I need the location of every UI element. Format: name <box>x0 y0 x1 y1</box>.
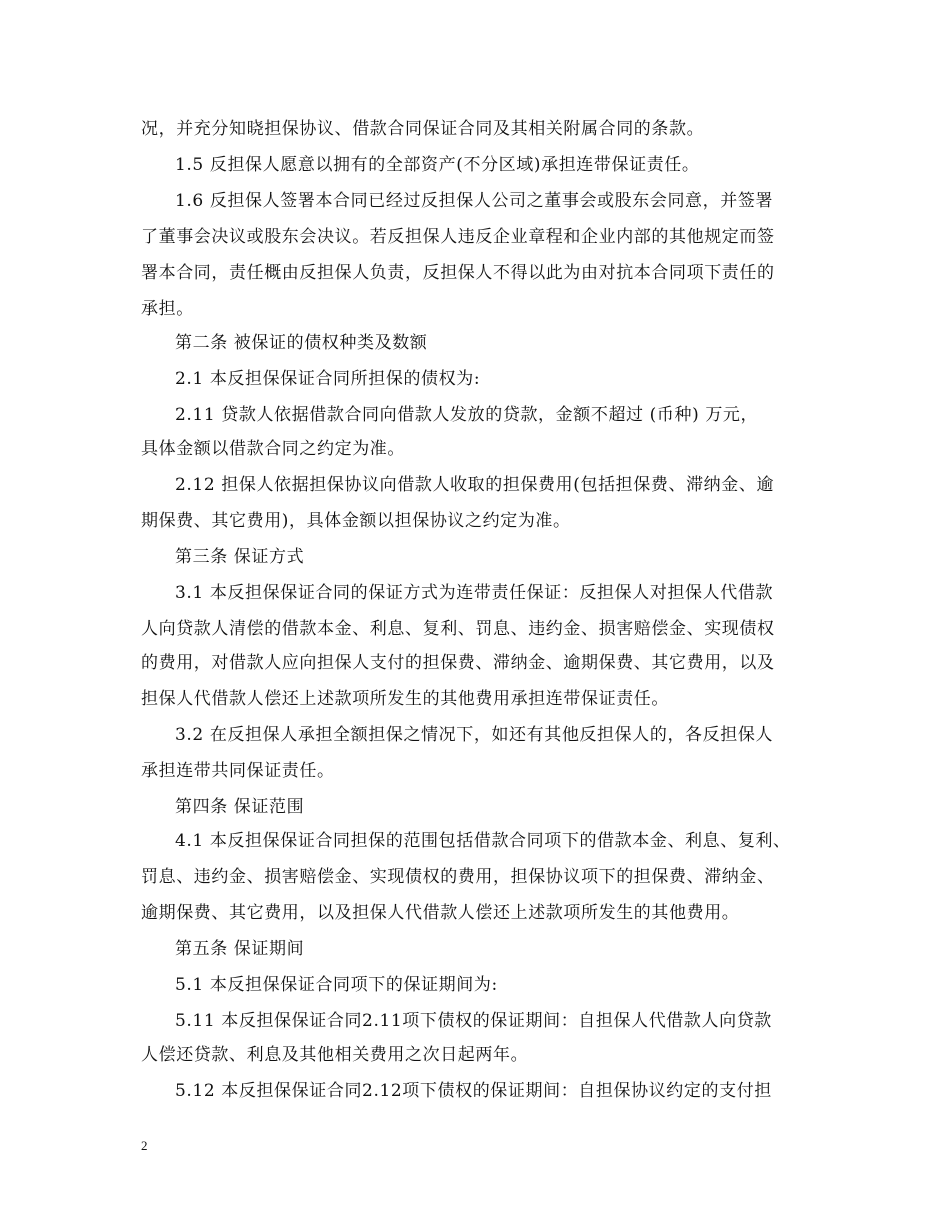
section-heading: 第五条 保证期间 <box>175 939 305 959</box>
paragraph-line: 承担。 <box>141 299 194 319</box>
paragraph-line: 承担连带共同保证责任。 <box>141 761 335 781</box>
paragraph-line: 2.12 担保人依据担保协议向借款人收取的担保费用(包括担保费、滞纳金、逾 <box>175 475 775 495</box>
paragraph-line: 5.11 本反担保保证合同2.11项下债权的保证期间：自担保人代借款人向贷款 <box>175 1011 772 1031</box>
paragraph-line: 1.5 反担保人愿意以拥有的全部资产(不分区域)承担连带保证责任。 <box>175 155 700 175</box>
paragraph-line: 人向贷款人清偿的借款本金、利息、复利、罚息、违约金、损害赔偿金、实现债权 <box>141 619 775 639</box>
paragraph-line: 2.1 本反担保保证合同所担保的债权为: <box>175 369 481 389</box>
paragraph-line: 5.12 本反担保保证合同2.12项下债权的保证期间：自担保协议约定的支付担 <box>175 1081 772 1101</box>
paragraph-line: 4.1 本反担保保证合同担保的范围包括借款合同项下的借款本金、利息、复利、 <box>175 831 791 851</box>
paragraph-line: 况，并充分知晓担保协议、借款合同保证合同及其相关附属合同的条款。 <box>141 119 705 139</box>
paragraph-line: 具体金额以借款合同之约定为准。 <box>141 439 405 459</box>
paragraph-line: 的费用，对借款人应向担保人支付的担保费、滞纳金、逾期保费、其它费用，以及 <box>141 653 775 673</box>
paragraph-line: 罚息、违约金、损害赔偿金、实现债权的费用，担保协议项下的担保费、滞纳金、 <box>141 867 775 887</box>
paragraph-line: 了董事会决议或股东会决议。若反担保人违反企业章程和企业内部的其他规定而签 <box>141 227 775 247</box>
paragraph-line: 署本合同，责任概由反担保人负责，反担保人不得以此为由对抗本合同项下责任的 <box>141 263 775 283</box>
section-heading: 第三条 保证方式 <box>175 547 305 567</box>
paragraph-line: 5.1 本反担保保证合同项下的保证期间为: <box>175 975 498 995</box>
paragraph-line: 2.11 贷款人依据借款合同向借款人发放的贷款，金额不超过 (币种) 万元， <box>175 405 759 425</box>
paragraph-line: 期保费、其它费用)，具体金额以担保协议之约定为准。 <box>141 511 571 531</box>
page-number: 2 <box>141 1138 148 1153</box>
paragraph-line: 3.1 本反担保保证合同的保证方式为连带责任保证：反担保人对担保人代借款 <box>175 583 774 603</box>
paragraph-line: 3.2 在反担保人承担全额担保之情况下，如还有其他反担保人的，各反担保人 <box>175 725 774 745</box>
paragraph-line: 人偿还贷款、利息及其他相关费用之次日起两年。 <box>141 1045 529 1065</box>
paragraph-line: 担保人代借款人偿还上述款项所发生的其他费用承担连带保证责任。 <box>141 689 669 709</box>
section-heading: 第四条 保证范围 <box>175 797 305 817</box>
paragraph-line: 1.6 反担保人签署本合同已经过反担保人公司之董事会或股东会同意，并签署 <box>175 191 774 211</box>
paragraph-line: 逾期保费、其它费用，以及担保人代借款人偿还上述款项所发生的其他费用。 <box>141 903 740 923</box>
section-heading: 第二条 被保证的债权种类及数额 <box>175 333 428 353</box>
